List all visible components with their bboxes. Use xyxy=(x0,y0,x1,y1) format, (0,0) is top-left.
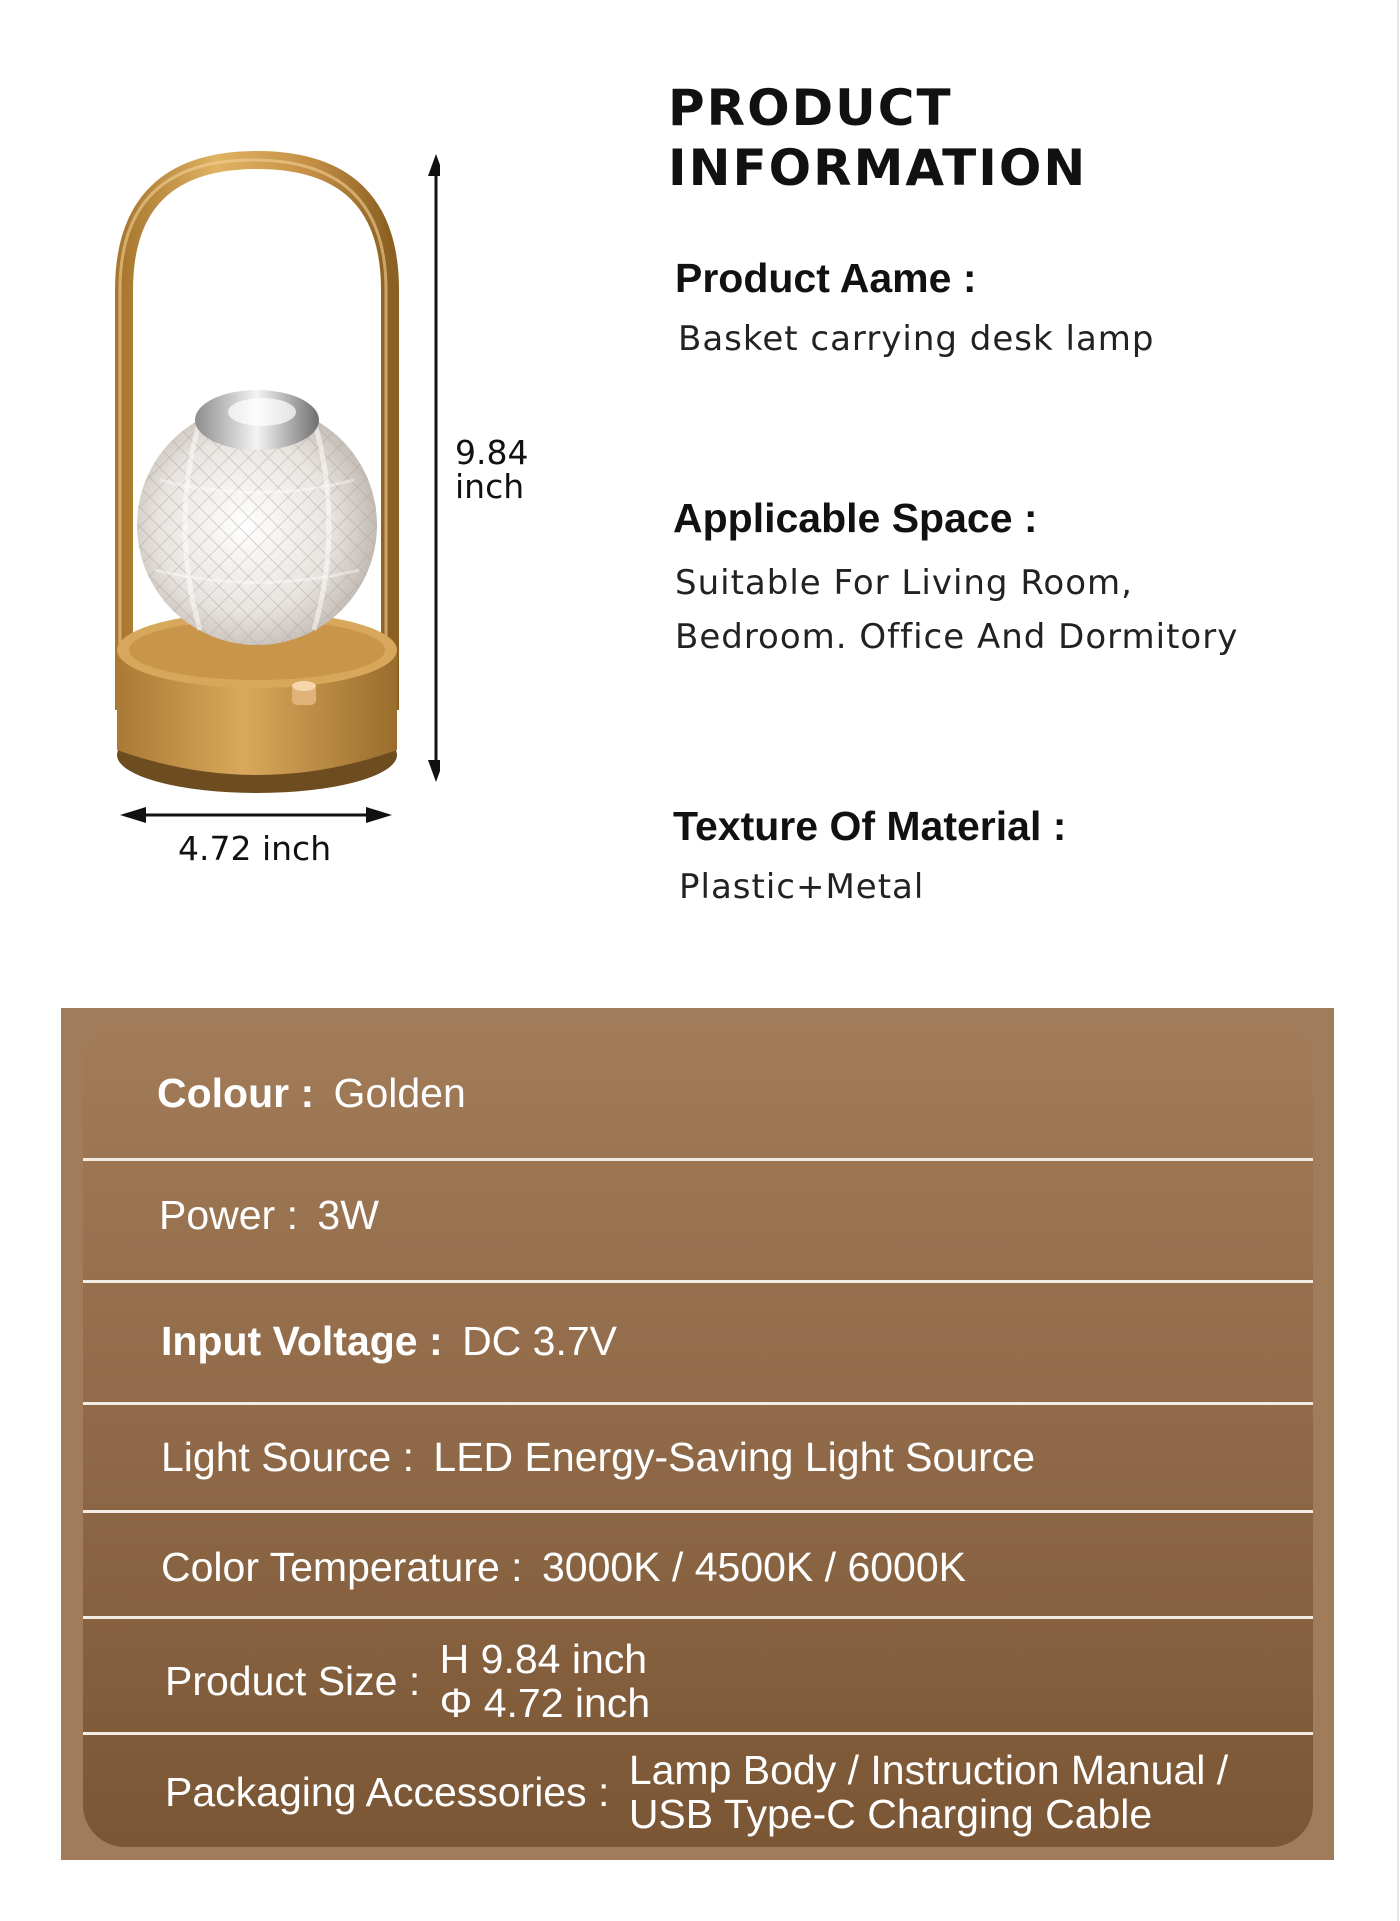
height-dimension-label xyxy=(455,433,529,506)
material-value: Plastic+Metal xyxy=(679,867,925,907)
spec-colour-row xyxy=(157,1060,1313,1120)
applicable-space-line-1: Suitable For Living Room, xyxy=(675,563,1133,603)
spec-packaging-value xyxy=(629,1748,1228,1836)
spec-divider xyxy=(83,1158,1313,1161)
spec-product-size-value xyxy=(440,1637,651,1725)
spec-light-source-row xyxy=(161,1424,1313,1484)
spec-divider xyxy=(83,1510,1313,1513)
height-dimension-unit: inch xyxy=(455,467,525,506)
spec-light-source-value: LED Energy-Saving Light Source xyxy=(433,1434,1036,1481)
spec-divider xyxy=(83,1616,1313,1619)
spec-packaging-line-1: Lamp Body / Instruction Manual / xyxy=(628,1747,1229,1793)
specifications-panel xyxy=(61,1008,1334,1860)
spec-color-temperature-row xyxy=(161,1534,1313,1594)
page-edge-line xyxy=(1397,0,1399,1921)
heading-line-2: INFORMATION xyxy=(668,139,1088,197)
product-information-heading xyxy=(668,78,1228,198)
spec-power-value: 3W xyxy=(317,1192,379,1239)
spec-voltage-row xyxy=(161,1308,1313,1368)
spec-divider xyxy=(83,1280,1313,1283)
spec-colour-value: Golden xyxy=(333,1070,466,1117)
heading-line-1: PRODUCT xyxy=(668,79,953,137)
spec-divider xyxy=(83,1732,1313,1735)
spec-colour-label: Colour : xyxy=(157,1070,315,1117)
spec-voltage-value: DC 3.7V xyxy=(462,1318,618,1365)
spec-packaging-label: Packaging Accessories : xyxy=(165,1769,610,1815)
applicable-space-value xyxy=(675,556,1238,664)
width-dimension-label: 4.72 inch xyxy=(178,829,332,868)
spec-product-size-diameter: Φ 4.72 inch xyxy=(439,1680,651,1726)
spec-color-temperature-label: Color Temperature : xyxy=(161,1544,523,1591)
spec-product-size-label: Product Size : xyxy=(165,1658,421,1704)
height-arrow xyxy=(400,150,440,790)
spec-product-size-height: H 9.84 inch xyxy=(439,1636,648,1682)
lamp-illustration xyxy=(100,150,420,800)
spec-packaging-row xyxy=(165,1740,1313,1844)
spec-voltage-label: Input Voltage : xyxy=(161,1318,443,1365)
spec-product-size-row xyxy=(165,1626,1313,1736)
height-dimension-value: 9.84 xyxy=(455,433,529,472)
product-name-label: Product Aame : xyxy=(675,255,977,301)
spec-light-source-label: Light Source : xyxy=(161,1434,414,1481)
specifications-inner-panel xyxy=(83,1022,1313,1847)
applicable-space-line-2: Bedroom. Office And Dormitory xyxy=(675,617,1239,657)
spec-power-row xyxy=(159,1182,1313,1242)
applicable-space-label: Applicable Space : xyxy=(673,495,1038,541)
width-arrow xyxy=(118,800,394,830)
material-label: Texture Of Material : xyxy=(673,803,1067,849)
spec-color-temperature-value: 3000K / 4500K / 6000K xyxy=(541,1544,966,1591)
spec-power-label: Power : xyxy=(159,1192,298,1239)
spec-divider xyxy=(83,1402,1313,1405)
spec-packaging-line-2: USB Type-C Charging Cable xyxy=(628,1791,1153,1837)
product-name-value: Basket carrying desk lamp xyxy=(678,319,1155,359)
